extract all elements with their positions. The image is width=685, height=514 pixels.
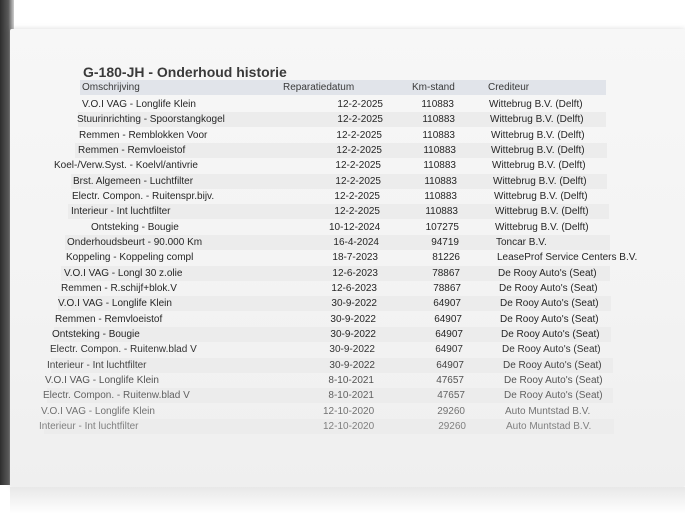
cell-crediteur: Auto Muntstad B.V. — [505, 406, 591, 417]
cell-crediteur: De Rooy Auto's (Seat) — [500, 314, 599, 325]
cell-omschrijving: Electr. Compon. - Ruitenw.blad V — [43, 390, 190, 401]
column-header-km-stand: Km-stand — [412, 82, 455, 93]
cell-reparatiedatum: 12-2-2025 — [334, 206, 380, 217]
cell-km-stand: 110883 — [424, 191, 457, 202]
cell-omschrijving: Koppeling - Koppeling compl — [66, 252, 194, 263]
cell-km-stand: 78867 — [433, 283, 461, 294]
cell-crediteur: Auto Muntstad B.V. — [506, 421, 592, 432]
cell-km-stand: 29260 — [438, 421, 466, 432]
cell-km-stand: 110883 — [422, 130, 455, 141]
cell-reparatiedatum: 8-10-2021 — [328, 390, 374, 401]
cell-omschrijving: Koel-/Verw.Syst. - Koelvl/antivrie — [54, 160, 198, 171]
cell-crediteur: De Rooy Auto's (Seat) — [501, 329, 600, 340]
cell-reparatiedatum: 30-9-2022 — [329, 360, 375, 371]
cell-km-stand: 107275 — [425, 222, 459, 233]
cell-crediteur: Wittebrug B.V. (Delft) — [495, 222, 589, 233]
cell-km-stand: 64907 — [435, 344, 463, 355]
cell-omschrijving: Interieur - Int luchtfilter — [71, 206, 171, 217]
cell-omschrijving: Ontsteking - Bougie — [52, 329, 140, 340]
cell-reparatiedatum: 30-9-2022 — [330, 329, 376, 340]
cell-crediteur: De Rooy Auto's (Seat) — [503, 360, 602, 371]
cell-reparatiedatum: 10-12-2024 — [329, 222, 381, 233]
cell-crediteur: Wittebrug B.V. (Delft) — [491, 130, 585, 141]
cell-reparatiedatum: 12-10-2020 — [323, 421, 375, 432]
cell-omschrijving: Remmen - R.schijf+blok.V — [61, 283, 177, 294]
cell-reparatiedatum: 30-9-2022 — [330, 314, 376, 325]
cell-crediteur: Toncar B.V. — [496, 237, 547, 248]
cell-km-stand: 64907 — [434, 314, 462, 325]
cell-crediteur: Wittebrug B.V. (Delft) — [490, 114, 584, 125]
cell-reparatiedatum: 16-4-2024 — [333, 237, 379, 248]
cell-reparatiedatum: 30-9-2022 — [331, 298, 377, 309]
column-header-reparatiedatum: Reparatiedatum — [283, 82, 355, 93]
column-header-omschrijving: Omschrijving — [82, 82, 140, 93]
cell-omschrijving: V.O.I VAG - Longlife Klein — [45, 375, 159, 386]
cell-omschrijving: Interieur - Int luchtfilter — [39, 421, 139, 432]
cell-crediteur: Wittebrug B.V. (Delft) — [491, 145, 585, 156]
cell-reparatiedatum: 12-6-2023 — [331, 283, 377, 294]
cell-km-stand: 64907 — [433, 298, 461, 309]
cell-km-stand: 29260 — [437, 406, 465, 417]
cell-omschrijving: Remmen - Remvloeistof — [55, 314, 163, 325]
cell-omschrijving: Stuurinrichting - Spoorstangkogel — [77, 114, 225, 125]
cell-omschrijving: Remmen - Remblokken Voor — [79, 130, 208, 141]
cell-omschrijving: Remmen - Remvloeistof — [78, 145, 186, 156]
paper-shadow — [10, 487, 685, 514]
cell-omschrijving: V.O.I VAG - Longlife Klein — [82, 99, 196, 110]
cell-reparatiedatum: 18-7-2023 — [332, 252, 378, 263]
cell-crediteur: De Rooy Auto's (Seat) — [499, 283, 598, 294]
cell-km-stand: 110883 — [421, 99, 454, 110]
cell-km-stand: 47657 — [437, 390, 465, 401]
cell-reparatiedatum: 12-2-2025 — [334, 191, 380, 202]
cell-reparatiedatum: 12-6-2023 — [332, 268, 378, 279]
cell-crediteur: Wittebrug B.V. (Delft) — [492, 160, 586, 171]
cell-crediteur: De Rooy Auto's (Seat) — [504, 375, 603, 386]
cell-reparatiedatum: 12-2-2025 — [336, 130, 382, 141]
cell-km-stand: 64907 — [436, 360, 464, 371]
cell-omschrijving: V.O.I VAG - Longlife Klein — [58, 298, 172, 309]
cell-reparatiedatum: 12-2-2025 — [337, 114, 383, 125]
cell-crediteur: Wittebrug B.V. (Delft) — [489, 99, 583, 110]
cell-km-stand: 110883 — [422, 114, 455, 125]
cell-km-stand: 110883 — [425, 206, 458, 217]
cell-km-stand: 81226 — [432, 252, 460, 263]
cell-crediteur: De Rooy Auto's (Seat) — [502, 344, 601, 355]
cell-reparatiedatum: 30-9-2022 — [329, 344, 375, 355]
cell-reparatiedatum: 12-2-2025 — [336, 145, 382, 156]
cell-reparatiedatum: 8-10-2021 — [328, 375, 374, 386]
cell-omschrijving: Brst. Algemeen - Luchtfilter — [73, 176, 194, 187]
cell-omschrijving: Electr. Compon. - Ruitenw.blad V — [50, 344, 197, 355]
cell-km-stand: 110883 — [423, 160, 456, 171]
cell-crediteur: LeaseProf Service Centers B.V. — [497, 252, 638, 263]
document-title: G-180-JH - Onderhoud historie — [83, 64, 287, 80]
cell-km-stand: 64907 — [435, 329, 463, 340]
cell-crediteur: De Rooy Auto's (Seat) — [504, 390, 603, 401]
cell-km-stand: 110883 — [423, 145, 456, 156]
cell-omschrijving: V.O.I VAG - Longlife Klein — [41, 406, 155, 417]
cell-reparatiedatum: 12-10-2020 — [323, 406, 375, 417]
cell-omschrijving: V.O.I VAG - Longl 30 z.olie — [64, 268, 183, 279]
cell-reparatiedatum: 12-2-2025 — [337, 99, 383, 110]
cell-crediteur: Wittebrug B.V. (Delft) — [494, 191, 588, 202]
cell-omschrijving: Interieur - Int luchtfilter — [47, 360, 147, 371]
cell-crediteur: De Rooy Auto's (Seat) — [498, 268, 597, 279]
cell-omschrijving: Onderhoudsbeurt - 90.000 Km — [67, 237, 203, 248]
cell-km-stand: 110883 — [424, 176, 457, 187]
cell-crediteur: Wittebrug B.V. (Delft) — [495, 206, 589, 217]
cell-omschrijving: Electr. Compon. - Ruitenspr.bijv. — [72, 191, 215, 202]
cell-km-stand: 94719 — [431, 237, 459, 248]
cell-crediteur: De Rooy Auto's (Seat) — [500, 298, 599, 309]
cell-omschrijving: Ontsteking - Bougie — [91, 222, 179, 233]
cell-reparatiedatum: 12-2-2025 — [335, 176, 381, 187]
cell-crediteur: Wittebrug B.V. (Delft) — [493, 176, 587, 187]
cell-km-stand: 78867 — [432, 268, 460, 279]
column-header-crediteur: Crediteur — [488, 82, 530, 93]
cell-reparatiedatum: 12-2-2025 — [335, 160, 381, 171]
cell-km-stand: 47657 — [436, 375, 464, 386]
